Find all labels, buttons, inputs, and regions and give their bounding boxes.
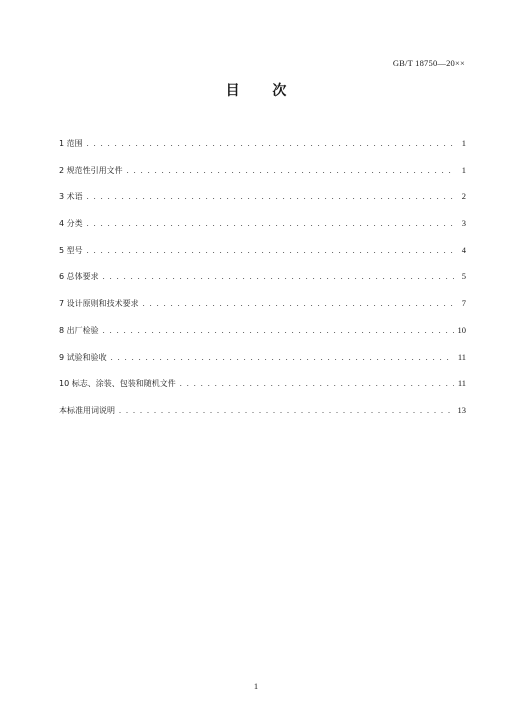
toc-entry-wording-explanation[interactable] bbox=[59, 405, 466, 432]
toc-entry-general-requirements[interactable] bbox=[59, 271, 466, 298]
toc-entry-label: 4 分类 bbox=[59, 219, 83, 229]
toc-entry-label: 7 设计原则和技术要求 bbox=[59, 299, 139, 309]
toc-leader-dots bbox=[127, 166, 454, 175]
toc-entry-page: 1 bbox=[461, 138, 466, 148]
toc-entry-label: 2 规范性引用文件 bbox=[59, 165, 123, 175]
toc-entry-factory-inspection[interactable] bbox=[59, 325, 466, 352]
toc-entry-normative-references[interactable] bbox=[59, 165, 466, 192]
toc-entry-page: 11 bbox=[457, 351, 466, 362]
table-of-contents bbox=[59, 138, 466, 432]
toc-entry-scope[interactable] bbox=[59, 138, 466, 165]
toc-entry-testing-acceptance[interactable] bbox=[59, 352, 466, 379]
toc-leader-dots bbox=[103, 326, 454, 335]
toc-entry-page: 7 bbox=[461, 298, 466, 309]
toc-entry-label: 8 出厂检验 bbox=[59, 325, 99, 335]
toc-entry-label: 3 术语 bbox=[59, 192, 83, 202]
toc-entry-page: 3 bbox=[461, 218, 466, 229]
toc-leader-dots bbox=[103, 272, 454, 281]
toc-entry-page: 10 bbox=[457, 324, 466, 335]
toc-entry-label: 本标准用词说明 bbox=[59, 405, 115, 415]
toc-leader-dots bbox=[143, 299, 454, 308]
page-title: 目 次 bbox=[225, 83, 301, 99]
toc-leader-dots bbox=[87, 192, 454, 201]
toc-leader-dots bbox=[119, 406, 454, 415]
toc-entry-terms[interactable] bbox=[59, 191, 466, 218]
page-number: 1 bbox=[253, 681, 259, 691]
toc-entry-page: 5 bbox=[461, 271, 466, 282]
toc-leader-dots bbox=[87, 139, 454, 148]
toc-entry-label: 9 试验和验收 bbox=[59, 352, 107, 362]
toc-leader-dots bbox=[87, 219, 454, 228]
toc-entry-classification[interactable] bbox=[59, 218, 466, 245]
toc-leader-dots bbox=[180, 379, 454, 388]
standard-code: GB/T 18750—20×× bbox=[392, 58, 465, 68]
toc-entry-label: 6 总体要求 bbox=[59, 272, 99, 282]
toc-entry-design-principles[interactable] bbox=[59, 298, 466, 325]
toc-entry-page: 4 bbox=[461, 244, 466, 255]
toc-entry-model[interactable] bbox=[59, 245, 466, 272]
toc-entry-label: 5 型号 bbox=[59, 245, 83, 255]
toc-entry-page: 2 bbox=[461, 191, 466, 202]
toc-entry-page: 11 bbox=[457, 378, 466, 389]
toc-leader-dots bbox=[87, 246, 454, 255]
toc-entry-page: 13 bbox=[457, 404, 466, 415]
toc-leader-dots bbox=[111, 353, 454, 362]
toc-entry-label: 1 范围 bbox=[59, 139, 83, 148]
toc-entry-page: 1 bbox=[461, 164, 466, 175]
toc-entry-label: 10 标志、涂装、包装和随机文件 bbox=[59, 379, 176, 389]
toc-entry-marking-packaging[interactable] bbox=[59, 378, 466, 405]
